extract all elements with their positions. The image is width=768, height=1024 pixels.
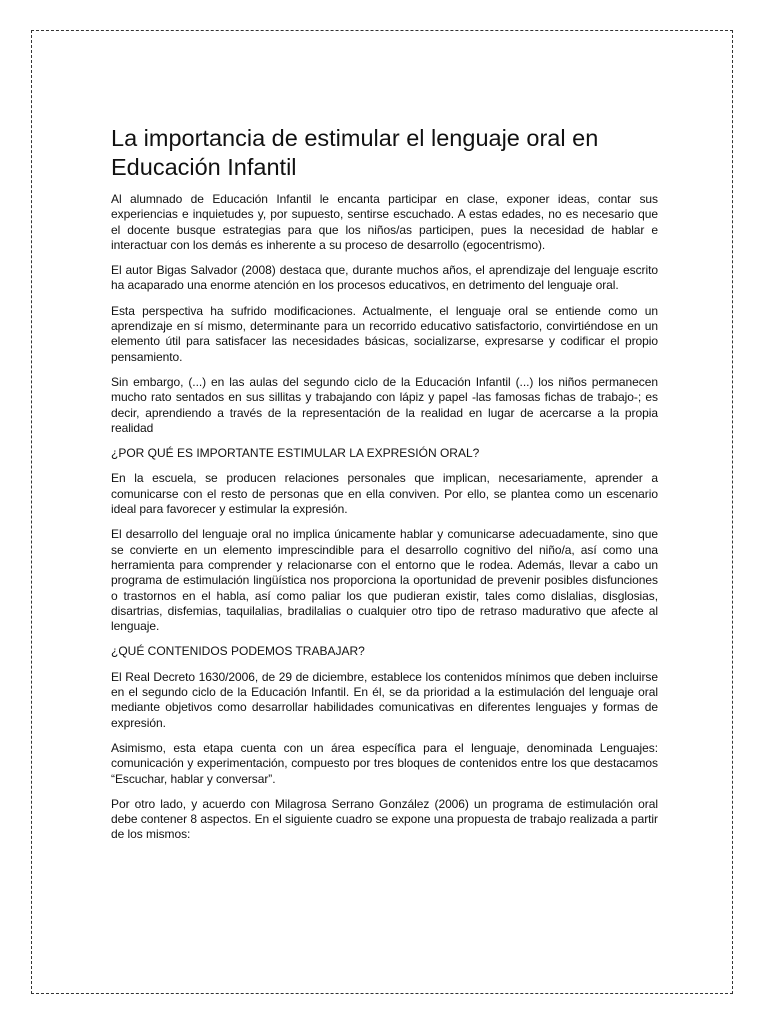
paragraph: Sin embargo, (...) en las aulas del segundo ciclo de la Educación Infantil (...) los niños permanecen mucho rato sentados en sus sillitas y trabajando con lápiz y papel -las famosas fichas de trabajo-; es decir, aprendiendo a través de la representación de la realidad en lugar de acercarse a la propia realidad	[111, 374, 658, 435]
paragraph: Por otro lado, y acuerdo con Milagrosa Serrano González (2006) un programa de estimulación oral debe contener 8 aspectos. En el siguiente cuadro se expone una propuesta de trabajo realizada a partir de los mismos:	[111, 796, 658, 842]
paragraph: En la escuela, se producen relaciones personales que implican, necesariamente, aprender a comunicarse con el resto de personas que en ella conviven. Por ello, se plantea como un escenario ideal para favorecer y estimular la expresión.	[111, 471, 658, 517]
paragraph: El autor Bigas Salvador (2008) destaca que, durante muchos años, el aprendizaje del lenguaje escrito ha acaparado una enorme atención en los procesos educativos, en detrimento del lenguaje oral.	[111, 263, 658, 293]
document-title: La importancia de estimular el lenguaje oral en Educación Infantil	[111, 125, 599, 180]
paragraph: El Real Decreto 1630/2006, de 29 de diciembre, establece los contenidos mínimos que deben incluirse en el segundo ciclo de la Educación Infantil. En él, se da prioridad a la estimulación del lenguaje oral mediante objetivos como desarrollar habilidades comunicativas en diferentes lenguajes y formas de expresión.	[111, 669, 658, 730]
paragraph: El desarrollo del lenguaje oral no implica únicamente hablar y comunicarse adecuadamente, sino que se convierte en un elemento imprescindible para el desarrollo cognitivo del niño/a, así como una herramienta para comprender y relacionarse con el entorno que le rodea. Además, llevar a cabo un programa de estimulación lingüística nos proporciona la oportunidad de prevenir posibles disfunciones o trastornos en el habla, así como paliar los que pudieran existir, tales como dislalias, disglosias, disartrias, disfemias, taquilalias, bradilalias o cualquier otro tipo de retraso madurativo que afecte al lenguaje.	[111, 527, 658, 634]
section-heading: ¿POR QUÉ ES IMPORTANTE ESTIMULAR LA EXPRESIÓN ORAL?	[111, 446, 480, 461]
paragraph: Al alumnado de Educación Infantil le encanta participar en clase, exponer ideas, contar sus experiencias e inquietudes y, por supuesto, sentirse escuchado. A estas edades, no es necesario que el docente busque estrategias para que los niños/as participen, pues la necesidad de hablar e interactuar con los demás es inherente a su proceso de desarrollo (egocentrismo).	[111, 192, 658, 252]
document-body	[111, 124, 658, 853]
section-heading: ¿QUÉ CONTENIDOS PODEMOS TRABAJAR?	[111, 644, 365, 659]
paragraph: Esta perspectiva ha sufrido modificaciones. Actualmente, el lenguaje oral se entiende como un aprendizaje en sí mismo, determinante para un recorrido educativo satisfactorio, convirtiéndose en un elemento útil para satisfacer las necesidades básicas, socializarse, expresarse y codificar el propio pensamiento.	[111, 303, 658, 364]
paragraph: Asimismo, esta etapa cuenta con un área específica para el lenguaje, denominada Lenguajes: comunicación y experimentación, compuesto por tres bloques de contenidos entre los que destacamos “Escuchar, hablar y conversar”.	[111, 740, 658, 786]
